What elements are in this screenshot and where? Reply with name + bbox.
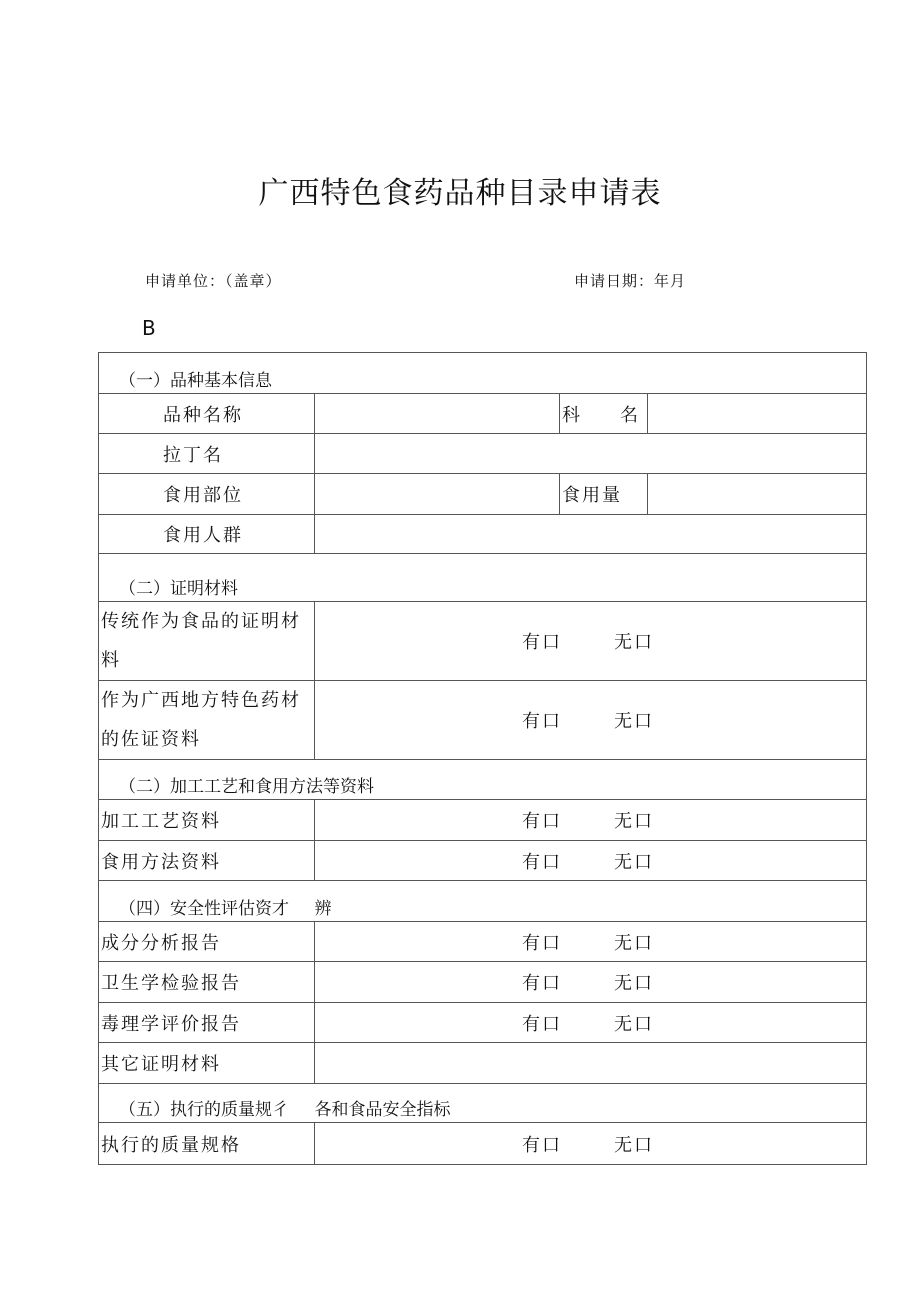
dosage-value[interactable] [648,474,867,515]
safety-item-options [315,962,867,1003]
yes-checkbox[interactable]: 有口 [522,851,562,873]
latin-name-value[interactable] [315,434,867,474]
table-row [99,515,867,554]
section-heading-row [99,760,867,800]
edible-part-value[interactable] [315,474,560,515]
applicant-field: 申请单位：（盖章） [145,272,282,290]
no-checkbox[interactable]: 无口 [614,1134,654,1156]
variety-name-value[interactable] [315,394,560,434]
family-name-label: 科名 [560,394,648,434]
other-proof-label: 其它证明材料 [99,1043,315,1084]
section-heading-safety-tail: 辨 [315,881,867,922]
processing-item-label: 加工工艺资料 [99,800,315,841]
table-row [99,841,867,881]
table-row [99,1043,867,1084]
no-checkbox[interactable]: 无口 [614,851,654,873]
processing-item-options [315,841,867,881]
target-group-value[interactable] [315,515,867,554]
yes-checkbox[interactable]: 有口 [522,1134,562,1156]
target-group-label: 食用人群 [99,515,315,554]
dosage-label: 食用量 [560,474,648,515]
family-name-value[interactable] [648,394,867,434]
yes-checkbox[interactable]: 有口 [522,632,562,653]
date-field: 申请日期：年月 [574,272,687,290]
yes-checkbox[interactable]: 有口 [522,811,562,832]
section-heading-row [99,1084,867,1123]
yes-checkbox[interactable]: 有口 [522,711,562,732]
quality-item-options [315,1123,867,1165]
proof-item-label: 传统作为食品的证明材料 [99,602,315,681]
safety-item-options [315,1003,867,1043]
table-row [99,962,867,1003]
table-row [99,602,867,681]
section-heading-basic-info: （一）品种基本信息 [99,353,867,394]
processing-item-label: 食用方法资料 [99,841,315,881]
variety-name-label: 品种名称 [99,394,315,434]
section-heading-row [99,353,867,394]
no-checkbox[interactable]: 无口 [614,1013,654,1035]
no-checkbox[interactable]: 无口 [614,973,654,994]
no-checkbox[interactable]: 无口 [614,932,654,954]
table-row [99,681,867,760]
other-proof-value[interactable] [315,1043,867,1084]
no-checkbox[interactable]: 无口 [614,811,654,832]
section-heading-quality: （五）执行的质量规彳 [99,1084,315,1123]
table-row [99,1123,867,1165]
safety-item-label: 成分分析报告 [99,922,315,962]
table-row [99,1003,867,1043]
form-title: 广西特色食药品种目录申请表 [258,176,662,211]
processing-item-options [315,800,867,841]
edible-part-label: 食用部位 [99,474,315,515]
section-heading-row [99,881,867,922]
application-table [98,352,867,1165]
quality-item-label: 执行的质量规格 [99,1123,315,1165]
section-heading-row [99,554,867,602]
latin-name-label: 拉丁名 [99,434,315,474]
table-row [99,922,867,962]
table-row [99,474,867,515]
safety-item-label: 毒理学评价报告 [99,1003,315,1043]
yes-checkbox[interactable]: 有口 [522,932,562,954]
yes-checkbox[interactable]: 有口 [522,1013,562,1035]
proof-item-label: 作为广西地方特色药材的佐证资料 [99,681,315,760]
proof-item-options [315,602,867,681]
no-checkbox[interactable]: 无口 [614,711,654,732]
yes-checkbox[interactable]: 有口 [522,973,562,994]
safety-item-options [315,922,867,962]
table-row [99,394,867,434]
safety-item-label: 卫生学检验报告 [99,962,315,1003]
no-checkbox[interactable]: 无口 [614,632,654,653]
section-heading-quality-tail: 各和食品安全指标 [315,1084,867,1123]
stray-mark: B [142,316,156,340]
table-row [99,800,867,841]
section-heading-safety: （四）安全性评估资才 [99,881,315,922]
table-row [99,434,867,474]
section-heading-proof: （二）证明材料 [99,554,867,602]
proof-item-options [315,681,867,760]
section-heading-processing: （二）加工工艺和食用方法等资料 [99,760,867,800]
